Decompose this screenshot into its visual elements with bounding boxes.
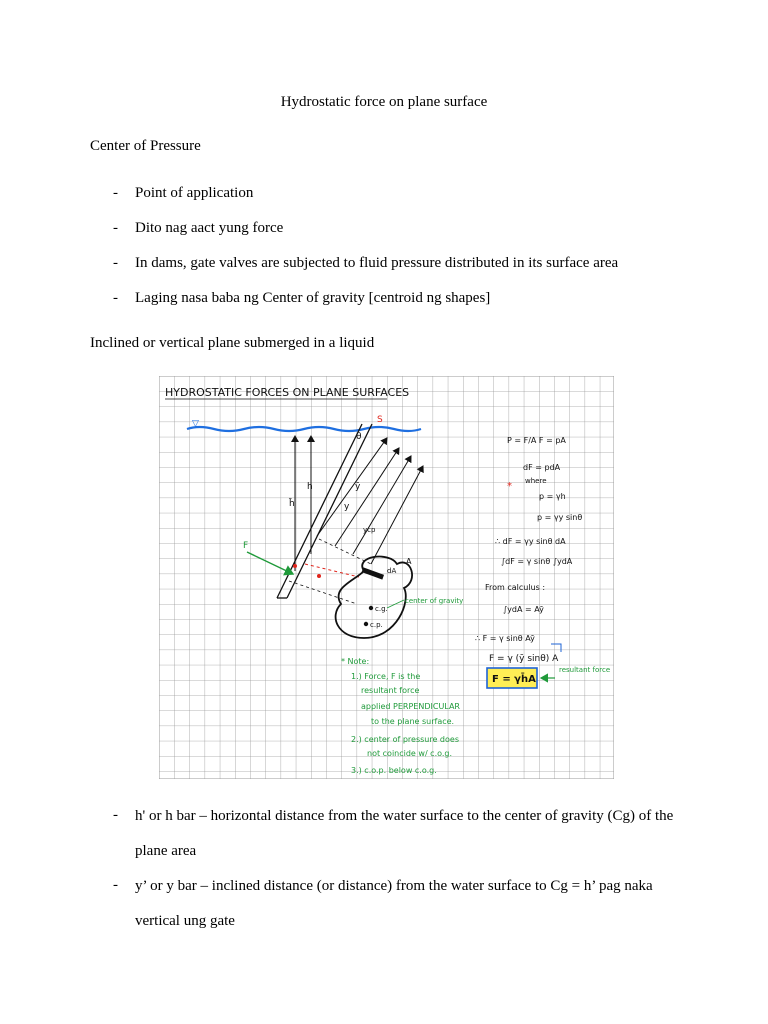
- eq-from-calculus: From calculus :: [485, 583, 546, 592]
- document-title: Hydrostatic force on plane surface: [280, 94, 488, 110]
- bullet-text: Point of application: [135, 185, 254, 201]
- note-line: applied PERPENDICULAR: [361, 702, 460, 711]
- bullet-marker: -: [113, 185, 118, 201]
- cg-point: [369, 606, 373, 610]
- label-center-of-gravity: center of gravity: [405, 597, 464, 605]
- bullet-text: Dito nag aact yung force: [135, 220, 284, 236]
- label-ycp: ycp: [363, 526, 376, 534]
- eq-integral: ∫dF = γ sinθ ∫ydA: [501, 557, 573, 566]
- label-A: A: [406, 557, 412, 566]
- label-h: h: [307, 482, 313, 492]
- bullet-marker: -: [113, 220, 118, 236]
- label-cg: c.g.: [375, 605, 388, 613]
- note-line: resultant force: [361, 686, 420, 695]
- bullet-marker: -: [113, 877, 118, 893]
- label-resultant-force: resultant force: [559, 666, 611, 674]
- label-s: S: [377, 415, 383, 425]
- eq-result: F = γh̄A: [492, 674, 536, 685]
- eq-p-gamma-h: p = γh: [539, 492, 566, 501]
- note-line: 3.) c.o.p. below c.o.g.: [351, 766, 437, 775]
- eq-p-gamma-y: p = γy sinθ: [537, 513, 583, 522]
- bullet-marker: -: [113, 807, 118, 823]
- bullet-text: In dams, gate valves are subjected to fluid pressure distributed in its surface area: [135, 255, 619, 271]
- note-heading: * Note:: [341, 657, 370, 666]
- bullet-marker: -: [113, 255, 118, 271]
- handwritten-figure: [159, 376, 614, 779]
- label-force-F: F: [243, 541, 249, 551]
- eq-F-sin: ∴ F = γ sinθ Aȳ: [475, 634, 535, 643]
- bullet-text: y’ or y bar – inclined distance (or distance) from the water surface to Cg = h’ pag naka vertical ung gate: [135, 878, 653, 929]
- eq-F-ybar: F = γ (ȳ sinθ) A: [489, 654, 559, 664]
- section-heading-center-of-pressure: Center of Pressure: [90, 138, 201, 154]
- figure-title: HYDROSTATIC FORCES ON PLANE SURFACES: [165, 386, 410, 399]
- note-line: 2.) center of pressure does: [351, 735, 459, 744]
- figure-svg: [159, 376, 614, 779]
- eq-first-moment: ∫ydA = Aȳ: [503, 605, 544, 614]
- label-y: y: [344, 502, 350, 512]
- bullet-item: [113, 869, 693, 939]
- note-line: not coincide w/ c.o.g.: [367, 749, 453, 758]
- eq-where: where: [525, 477, 547, 485]
- label-ybar: ȳ: [355, 482, 361, 492]
- cp-point: [364, 622, 368, 626]
- note-line: 1.) Force, F is the: [351, 672, 421, 681]
- eq-pressure: P = F/A F = pA: [507, 436, 566, 445]
- eq-dF: dF = pdA: [523, 463, 561, 472]
- label-dA: dA: [387, 567, 397, 575]
- bullet-text: Laging nasa baba ng Center of gravity [centroid ng shapes]: [135, 290, 491, 306]
- note-line: to the plane surface.: [371, 717, 455, 726]
- section-heading-inclined-plane: Inclined or vertical plane submerged in a liquid: [90, 335, 375, 351]
- label-theta: θ: [356, 432, 362, 442]
- label-cp: c.p.: [370, 621, 383, 629]
- bullet-item: [113, 799, 693, 869]
- water-symbol: ▽: [192, 419, 199, 429]
- red-asterisk: *: [507, 481, 512, 492]
- eq-dF-full: ∴ dF = γy sinθ dA: [495, 537, 566, 546]
- label-hbar: h̄: [289, 499, 295, 509]
- bullet-text: h' or h bar – horizontal distance from the water surface to the center of gravity (Cg) of the plane area: [135, 808, 674, 859]
- bullet-marker: -: [113, 290, 118, 306]
